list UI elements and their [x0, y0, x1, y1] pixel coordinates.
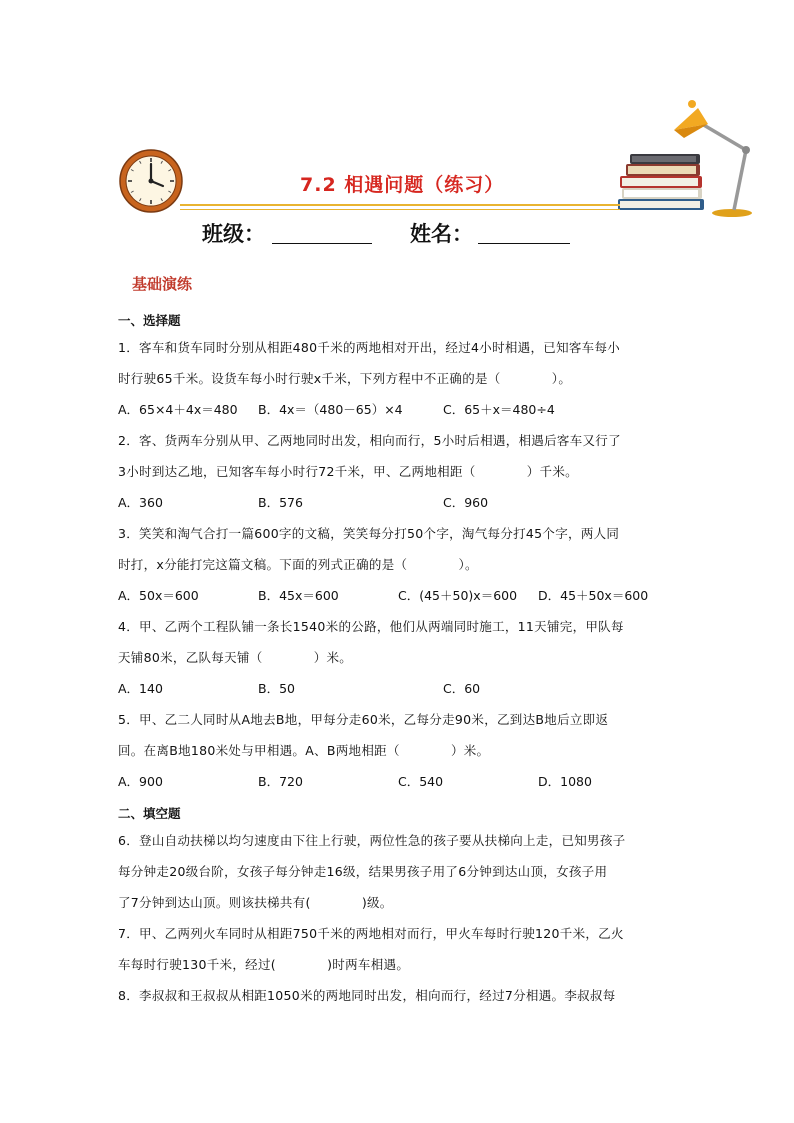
- options-row: [118, 679, 678, 710]
- question-text-line: 4．甲、乙两个工程队铺一条长1540米的公路，他们从两端同时施工，11天铺完，甲队每: [118, 619, 624, 634]
- question-text-line: 了7分钟到达山顶。则该扶梯共有( )级。: [118, 895, 393, 910]
- header-rule: [180, 204, 620, 206]
- question-item: [118, 924, 678, 986]
- answer-option[interactable]: A．50x＝600: [118, 588, 199, 603]
- question-text-line: 7．甲、乙两列火车同时从相距750千米的两地相对而行，甲火车每时行驶120千米，乙火: [118, 926, 624, 941]
- question-item: [118, 617, 678, 710]
- name-blank[interactable]: [478, 243, 570, 244]
- answer-option[interactable]: B．720: [258, 774, 303, 789]
- question-item: [118, 338, 678, 431]
- question-text-line: 车每时行驶130千米，经过( )时两车相遇。: [118, 957, 410, 972]
- class-label: 班级：: [202, 222, 265, 246]
- answer-option[interactable]: A．900: [118, 774, 163, 789]
- answer-option[interactable]: D．45＋50x＝600: [538, 588, 649, 603]
- options-row: [118, 586, 678, 617]
- question-text-line: 5．甲、乙二人同时从A地去B地，甲每分走60米，乙每分走90米，乙到达B地后立即返: [118, 712, 609, 727]
- question-text-line: 天铺80米，乙队每天铺（ ）米。: [118, 650, 353, 665]
- question-text-line: 3小时到达乙地，已知客车每小时行72千米，甲、乙两地相距（ ）千米。: [118, 464, 578, 479]
- answer-option[interactable]: C．60: [443, 681, 481, 696]
- group-heading: 一、选择题: [118, 313, 181, 328]
- question-item: [118, 710, 678, 803]
- answer-option[interactable]: C．540: [398, 774, 444, 789]
- answer-option[interactable]: A．360: [118, 495, 163, 510]
- answer-option[interactable]: B．50: [258, 681, 295, 696]
- section-title: 基础演练: [132, 275, 193, 293]
- clock-icon: [118, 148, 184, 214]
- answer-option[interactable]: B．45x＝600: [258, 588, 339, 603]
- name-label: 姓名：: [410, 222, 473, 246]
- group-heading: 二、填空题: [118, 806, 181, 821]
- answer-option[interactable]: D．1080: [538, 774, 592, 789]
- question-text-line: 每分钟走20级台阶，女孩子每分钟走16级，结果男孩子用了6分钟到达山顶，女孩子用: [118, 864, 608, 879]
- question-text-line: 6．登山自动扶梯以均匀速度由下往上行驶，两位性急的孩子要从扶梯向上走，已知男孩子: [118, 833, 626, 848]
- question-text-line: 回。在离B地180米处与甲相遇。A、B两地相距（ ）米。: [118, 743, 490, 758]
- desk-lamp-icon: [664, 96, 764, 218]
- options-row: [118, 772, 678, 803]
- question-item: [118, 831, 678, 924]
- question-text-line: 3．笑笑和淘气合打一篇600字的文稿，笑笑每分打50个字，淘气每分打45个字，两人同: [118, 526, 620, 541]
- question-list: [118, 310, 678, 1017]
- question-text-line: 8．李叔叔和王叔叔从相距1050米的两地同时出发，相向而行，经过7分相遇。李叔叔每: [118, 988, 616, 1003]
- question-text-line: 时行驶65千米。设货车每小时行驶x千米，下列方程中不正确的是（ ）。: [118, 371, 572, 386]
- question-text-line: 2．客、货两车分别从甲、乙两地同时出发，相向而行，5小时后相遇，相遇后客车又行了: [118, 433, 621, 448]
- header-rule-thin: [180, 209, 620, 210]
- question-item: [118, 524, 678, 617]
- options-row: [118, 493, 678, 524]
- answer-option[interactable]: A．140: [118, 681, 163, 696]
- question-item: [118, 986, 678, 1017]
- worksheet-title: 7.2 相遇问题（练习）: [300, 174, 505, 196]
- answer-option[interactable]: A．65×4＋4x＝480: [118, 402, 238, 417]
- options-row: [118, 400, 678, 431]
- class-blank[interactable]: [272, 243, 372, 244]
- answer-option[interactable]: B．576: [258, 495, 303, 510]
- question-text-line: 1．客车和货车同时分别从相距480千米的两地相对开出，经过4小时相遇，已知客车每小: [118, 340, 621, 355]
- question-item: [118, 431, 678, 524]
- answer-option[interactable]: C．960: [443, 495, 489, 510]
- answer-option[interactable]: B．4x＝（480－65）×4: [258, 402, 403, 417]
- answer-option[interactable]: C．65＋x＝480÷4: [443, 402, 555, 417]
- question-text-line: 时打，x分能打完这篇文稿。下面的列式正确的是（ ）。: [118, 557, 478, 572]
- answer-option[interactable]: C．(45＋50)x＝600: [398, 588, 518, 603]
